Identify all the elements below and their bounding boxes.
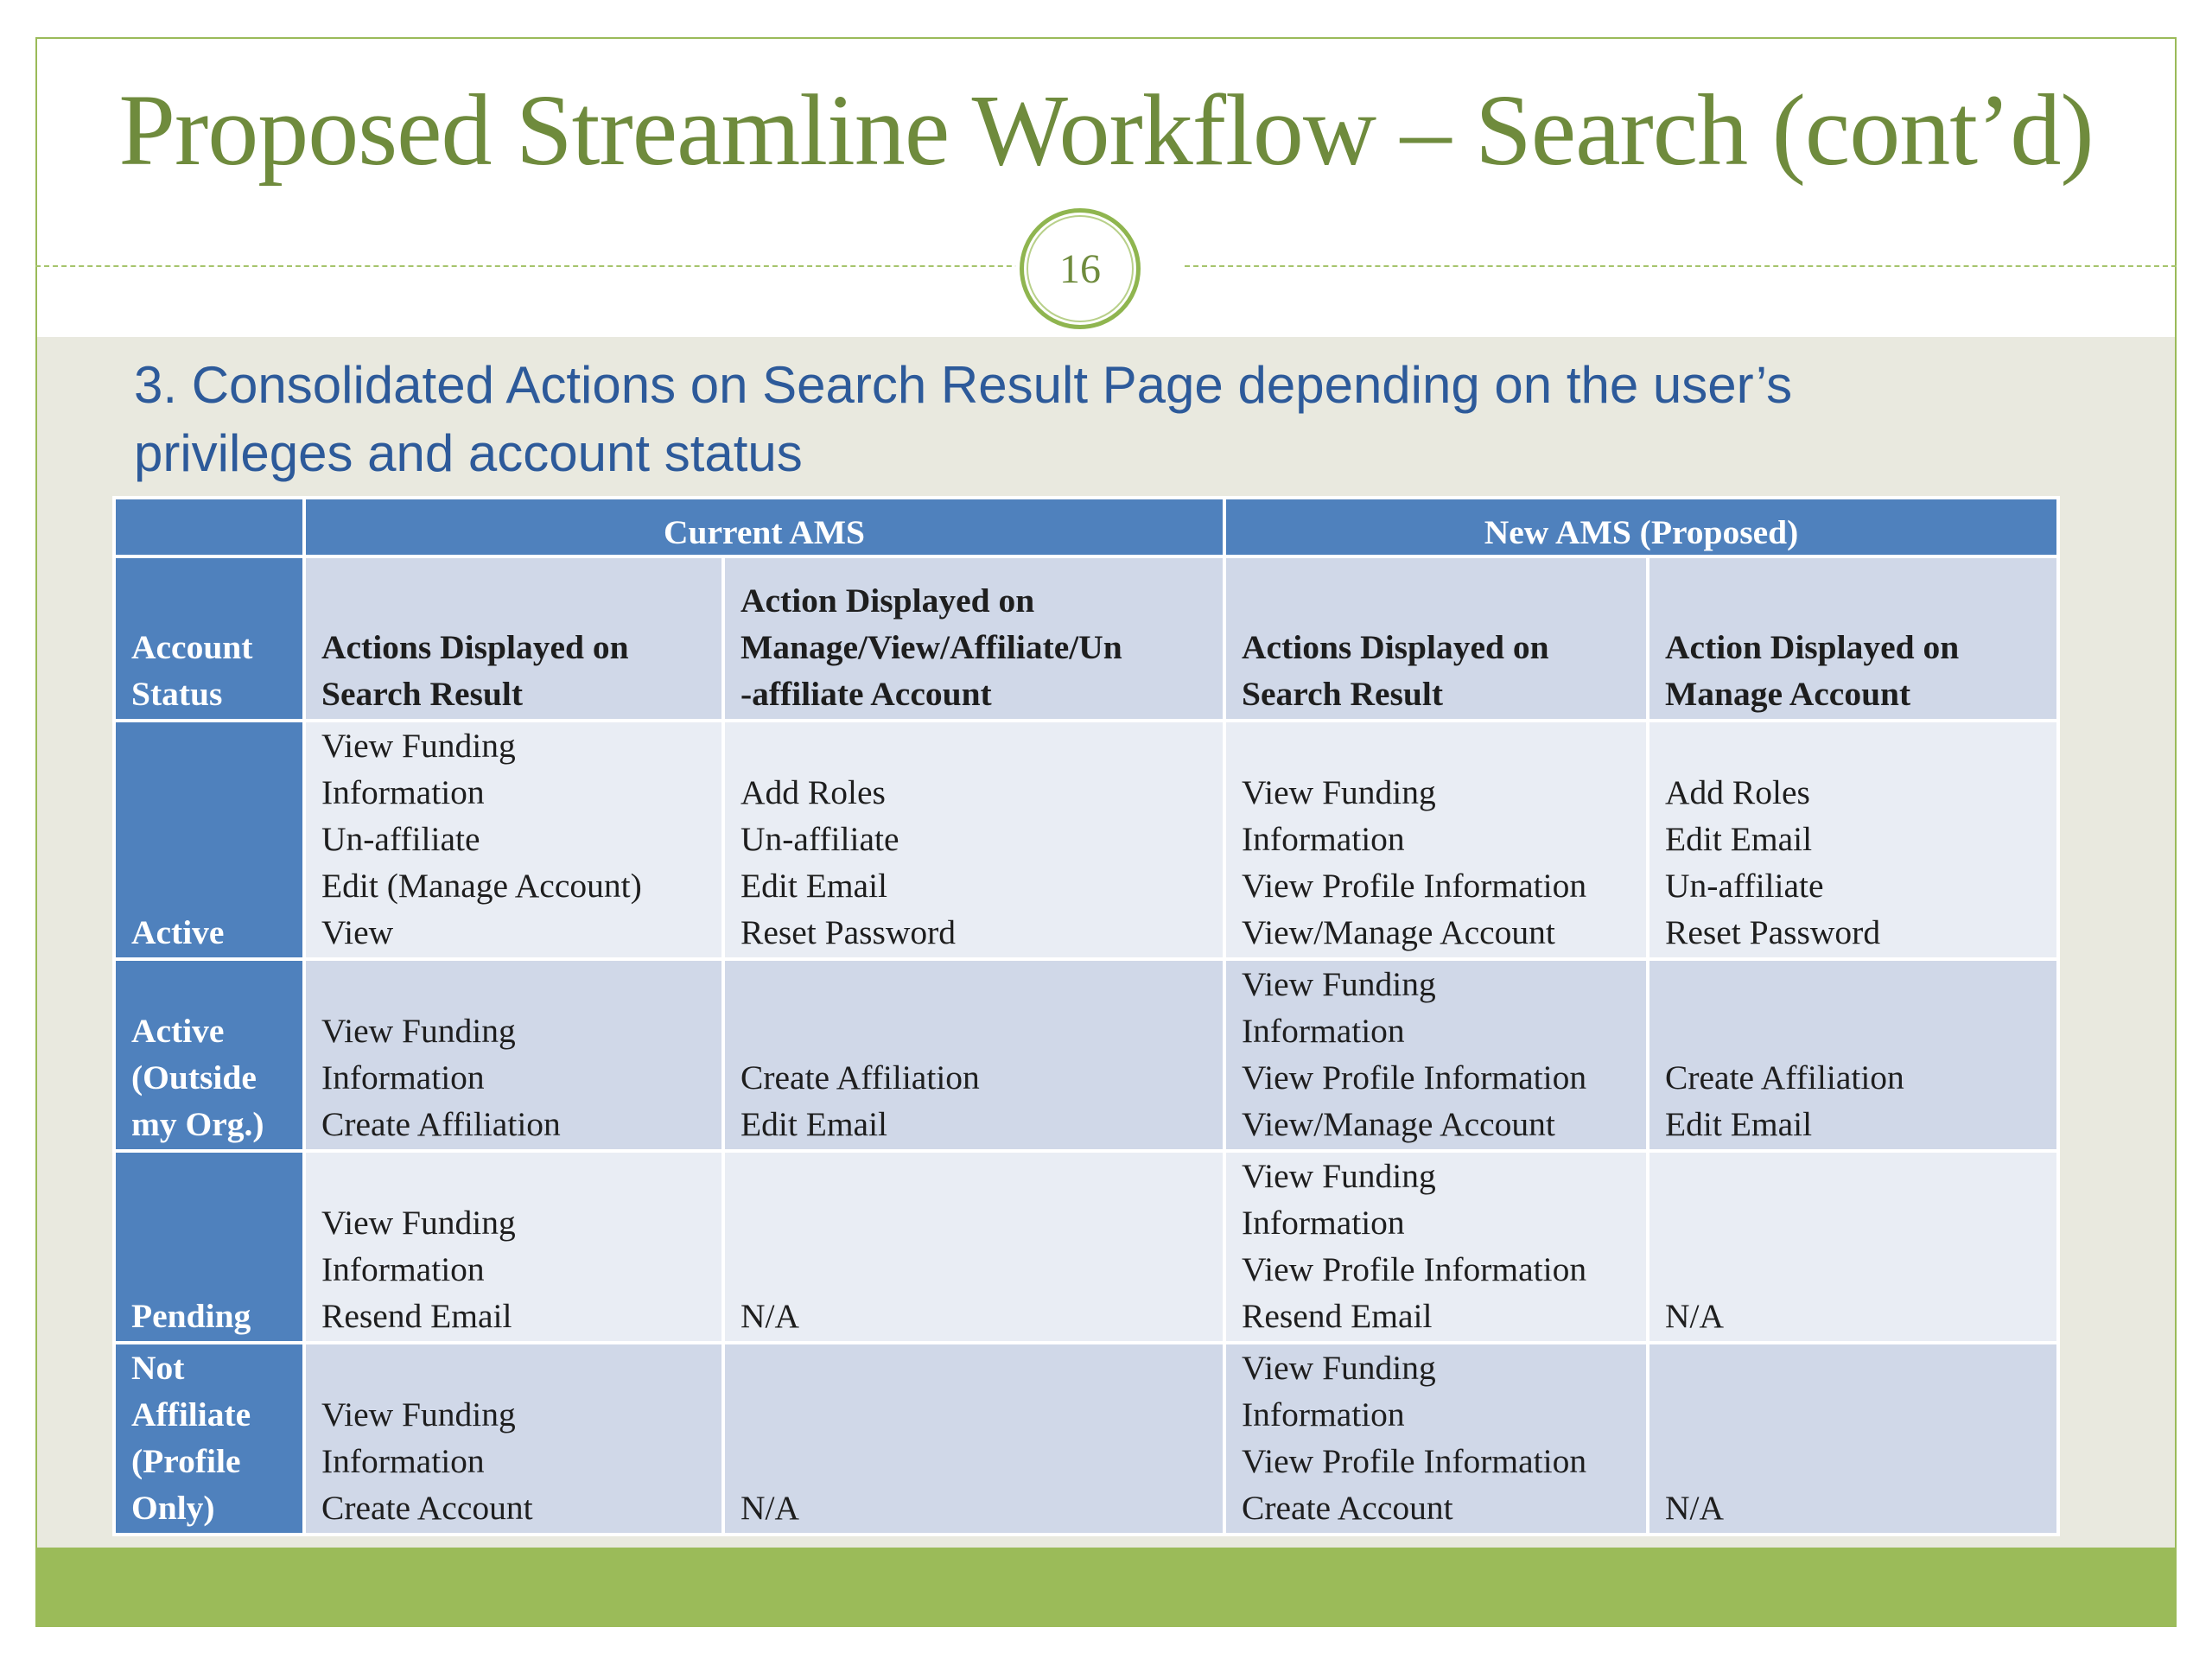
- cell-line: Information: [321, 1442, 485, 1480]
- column-header: [1224, 556, 1648, 721]
- cell-line: Resend Email: [1242, 1297, 1433, 1335]
- table-cell: [723, 1343, 1224, 1535]
- table-cell: [1224, 1343, 1648, 1535]
- cell-line: Account: [131, 628, 253, 666]
- cell-line: View Funding: [321, 1395, 516, 1433]
- column-header-account-status: [114, 556, 304, 721]
- column-header: [304, 556, 723, 721]
- table-row: [114, 721, 2058, 959]
- account-status-cell: [114, 721, 304, 959]
- actions-table: [112, 496, 2060, 1536]
- table-cell: [1648, 1343, 2058, 1535]
- account-status-cell: [114, 1151, 304, 1343]
- subtitle-line: privileges and account status: [134, 424, 803, 482]
- column-header: [1648, 556, 2058, 721]
- table-cell: [1648, 1151, 2058, 1343]
- cell-line: N/A: [1665, 1297, 1725, 1335]
- cell-line: Status: [131, 675, 223, 713]
- cell-line: Not: [131, 1349, 185, 1387]
- cell-line: Search Result: [321, 675, 523, 713]
- cell-line: Edit Email: [741, 1105, 888, 1143]
- cell-line: Information: [1242, 1012, 1405, 1050]
- table-cell: [723, 1151, 1224, 1343]
- table-row: [114, 1343, 2058, 1535]
- cell-line: Create Account: [1242, 1489, 1453, 1527]
- cell-line: Action Displayed on: [741, 582, 1035, 620]
- cell-line: Create Affiliation: [321, 1105, 561, 1143]
- table-row: [114, 959, 2058, 1151]
- group-header-current-ams: Current AMS: [304, 498, 1224, 556]
- cell-line: Only): [131, 1489, 215, 1527]
- cell-line: View Funding: [321, 727, 516, 765]
- cell-line: Affiliate: [131, 1395, 251, 1433]
- cell-line: View Funding: [1242, 1157, 1436, 1195]
- cell-line: Edit Email: [1665, 820, 1813, 858]
- account-status-cell: [114, 1343, 304, 1535]
- cell-line: (Profile: [131, 1442, 241, 1480]
- cell-line: Resend Email: [321, 1297, 512, 1335]
- cell-line: Create Affiliation: [1665, 1058, 1904, 1096]
- cell-line: View/Manage Account: [1242, 1105, 1555, 1143]
- cell-line: View Profile Information: [1242, 1442, 1587, 1480]
- cell-line: Actions Displayed on: [321, 628, 629, 666]
- cell-line: Information: [321, 1058, 485, 1096]
- divider-left: [35, 265, 1046, 267]
- footer-bar: [37, 1548, 2175, 1625]
- cell-line: Information: [1242, 1204, 1405, 1242]
- cell-line: Edit Email: [1665, 1105, 1813, 1143]
- group-header-empty: [114, 498, 304, 556]
- table-cell: [1224, 1151, 1648, 1343]
- table-group-header-row: [114, 498, 2058, 556]
- cell-line: -affiliate Account: [741, 675, 992, 713]
- cell-line: View Funding: [1242, 1349, 1436, 1387]
- subtitle-line: 3. Consolidated Actions on Search Result Page depending on the user’s: [134, 356, 1793, 414]
- cell-line: Edit (Manage Account): [321, 867, 642, 905]
- cell-line: Edit Email: [741, 867, 888, 905]
- table-cell: [304, 959, 723, 1151]
- cell-line: Search Result: [1242, 675, 1443, 713]
- column-header: [723, 556, 1224, 721]
- cell-line: View/Manage Account: [1242, 913, 1555, 951]
- cell-line: Add Roles: [741, 773, 886, 811]
- table-cell: [304, 1151, 723, 1343]
- cell-line: Add Roles: [1665, 773, 1810, 811]
- table-row: [114, 1151, 2058, 1343]
- cell-line: Actions Displayed on: [1242, 628, 1549, 666]
- table-body: [114, 721, 2058, 1535]
- cell-line: Information: [321, 1250, 485, 1288]
- divider-right: [1185, 265, 2177, 267]
- cell-line: Create Affiliation: [741, 1058, 980, 1096]
- table-cell: [1648, 959, 2058, 1151]
- slide-subtitle: [134, 351, 2078, 487]
- cell-line: (Outside: [131, 1058, 257, 1096]
- cell-line: View Funding: [1242, 965, 1436, 1003]
- cell-line: my Org.): [131, 1105, 264, 1143]
- table-cell: [304, 721, 723, 959]
- cell-line: View Profile Information: [1242, 1058, 1587, 1096]
- table-cell: [723, 721, 1224, 959]
- page-number: 16: [1027, 215, 1134, 322]
- cell-line: View Funding: [1242, 773, 1436, 811]
- table-cell: [1224, 959, 1648, 1151]
- cell-line: Manage Account: [1665, 675, 1911, 713]
- table-cell: [1648, 721, 2058, 959]
- cell-line: Un-affiliate: [741, 820, 899, 858]
- cell-line: Reset Password: [1665, 913, 1881, 951]
- cell-line: N/A: [741, 1297, 800, 1335]
- cell-line: N/A: [1665, 1489, 1725, 1527]
- group-header-new-ams: New AMS (Proposed): [1224, 498, 2058, 556]
- cell-line: Active: [131, 913, 225, 951]
- cell-line: Un-affiliate: [321, 820, 480, 858]
- cell-line: Information: [321, 773, 485, 811]
- cell-line: Active: [131, 1012, 225, 1050]
- cell-line: Information: [1242, 1395, 1405, 1433]
- cell-line: Create Account: [321, 1489, 533, 1527]
- account-status-cell: [114, 959, 304, 1151]
- cell-line: N/A: [741, 1489, 800, 1527]
- table-cell: [723, 959, 1224, 1151]
- cell-line: Action Displayed on: [1665, 628, 1960, 666]
- cell-line: View Profile Information: [1242, 1250, 1587, 1288]
- cell-line: View: [321, 913, 394, 951]
- table-cell: [1224, 721, 1648, 959]
- cell-line: View Funding: [321, 1012, 516, 1050]
- cell-line: Information: [1242, 820, 1405, 858]
- table-column-header-row: [114, 556, 2058, 721]
- cell-line: Un-affiliate: [1665, 867, 1824, 905]
- cell-line: View Profile Information: [1242, 867, 1587, 905]
- cell-line: View Funding: [321, 1204, 516, 1242]
- table-cell: [304, 1343, 723, 1535]
- slide-title: Proposed Streamline Workflow – Search (cont’d): [118, 73, 2094, 187]
- cell-line: Manage/View/Affiliate/Un: [741, 628, 1122, 666]
- cell-line: Pending: [131, 1297, 251, 1335]
- cell-line: Reset Password: [741, 913, 957, 951]
